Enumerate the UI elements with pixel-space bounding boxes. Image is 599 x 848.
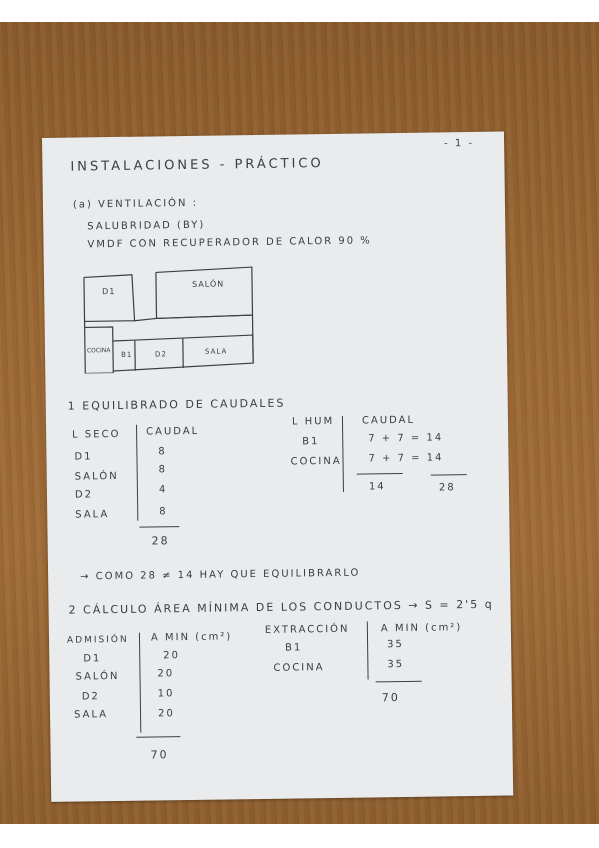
dry-total: 28 [151,534,170,548]
dry-row-name: D2 [74,489,94,501]
page-number: - 1 - [444,137,475,150]
plan-room-d2: D2 [154,350,167,359]
wooden-table-background [0,22,599,824]
salubrity-line: SALUBRIDAD (BY) [87,219,206,233]
dry-row-value: 8 [158,446,167,458]
wet-row-name: COCINA [290,455,342,468]
dry-row-name: SALÓN [74,470,119,483]
admission-row-name: SALA [73,709,109,721]
admission-total-line [136,736,180,738]
wet-row-value: 7 + 7 = 14 [368,432,444,445]
wet-table-divider [342,416,344,492]
wet-col-header: L HUM [291,415,335,428]
balance-conclusion: → COMO 28 ≠ 14 HAY QUE EQUILIBRARLO [80,567,361,583]
dry-row-value: 4 [158,484,168,496]
admission-table-divider [139,633,141,733]
admission-area-col-header: A MIN (cm²) [150,631,233,644]
admission-row-name: D1 [83,653,102,665]
admission-row-value: 10 [157,688,175,700]
wet-row-name: B1 [302,436,320,448]
admission-row-name: SALÓN [75,670,120,683]
plan-room-sala: SALA [204,347,228,356]
plan-room-d1: D1 [102,286,116,297]
wet-flow-col-header: CAUDAL [361,414,416,427]
dry-total-line [139,526,179,528]
plan-room-salon: SALÓN [191,279,225,289]
extraction-total-line [376,681,422,683]
extraction-area-col-header: A MIN (cm²) [380,622,463,635]
admission-col-header: ADMISIÓN [66,634,129,646]
extraction-total: 70 [381,691,400,705]
dry-row-name: SALA [75,509,110,521]
extraction-row-value: 35 [387,638,404,651]
dry-col-header: L SECO [72,428,121,441]
dry-row-value: 8 [159,506,168,518]
admission-row-value: 20 [157,708,175,720]
admission-total: 70 [150,748,169,762]
dry-row-value: 8 [158,464,168,476]
extraction-row-value: 35 [387,658,405,671]
extraction-table-divider [367,621,369,679]
dry-table-divider [136,425,138,521]
extraction-col-header: EXTRACCIÓN [264,623,350,636]
wet-total: 28 [438,482,456,494]
admission-row-value: 20 [163,650,181,662]
wet-row-value: 7 + 7 = 14 [368,452,444,465]
extraction-row-name: COCINA [273,662,325,674]
floor-plan-sketch [82,261,264,374]
wet-subtotal-line [357,473,403,475]
dry-flow-col-header: CAUDAL [146,425,200,438]
dry-row-name: D1 [74,451,93,463]
admission-row-name: D2 [81,691,100,703]
vmdf-line: VMDF CON RECUPERADOR DE CALOR 90 % [87,235,372,251]
ventilation-heading: (a) VENTILACIÓN : [72,197,199,211]
section1-heading: 1 EQUILIBRADO DE CAUDALES [67,396,286,413]
plan-room-cocina: COCINA [86,347,111,355]
handwritten-sheet [42,132,513,802]
extraction-row-name: B1 [285,642,303,654]
wet-subtotal: 14 [368,481,386,493]
plan-room-b1: B1 [120,350,133,359]
section2-heading: 2 CÁLCULO ÁREA MÍNIMA DE LOS CONDUCTOS → S = 2'5 q [68,597,494,617]
wet-total-line [431,474,467,476]
admission-row-value: 20 [157,668,175,680]
page-title: INSTALACIONES - PRÁCTICO [70,156,324,175]
